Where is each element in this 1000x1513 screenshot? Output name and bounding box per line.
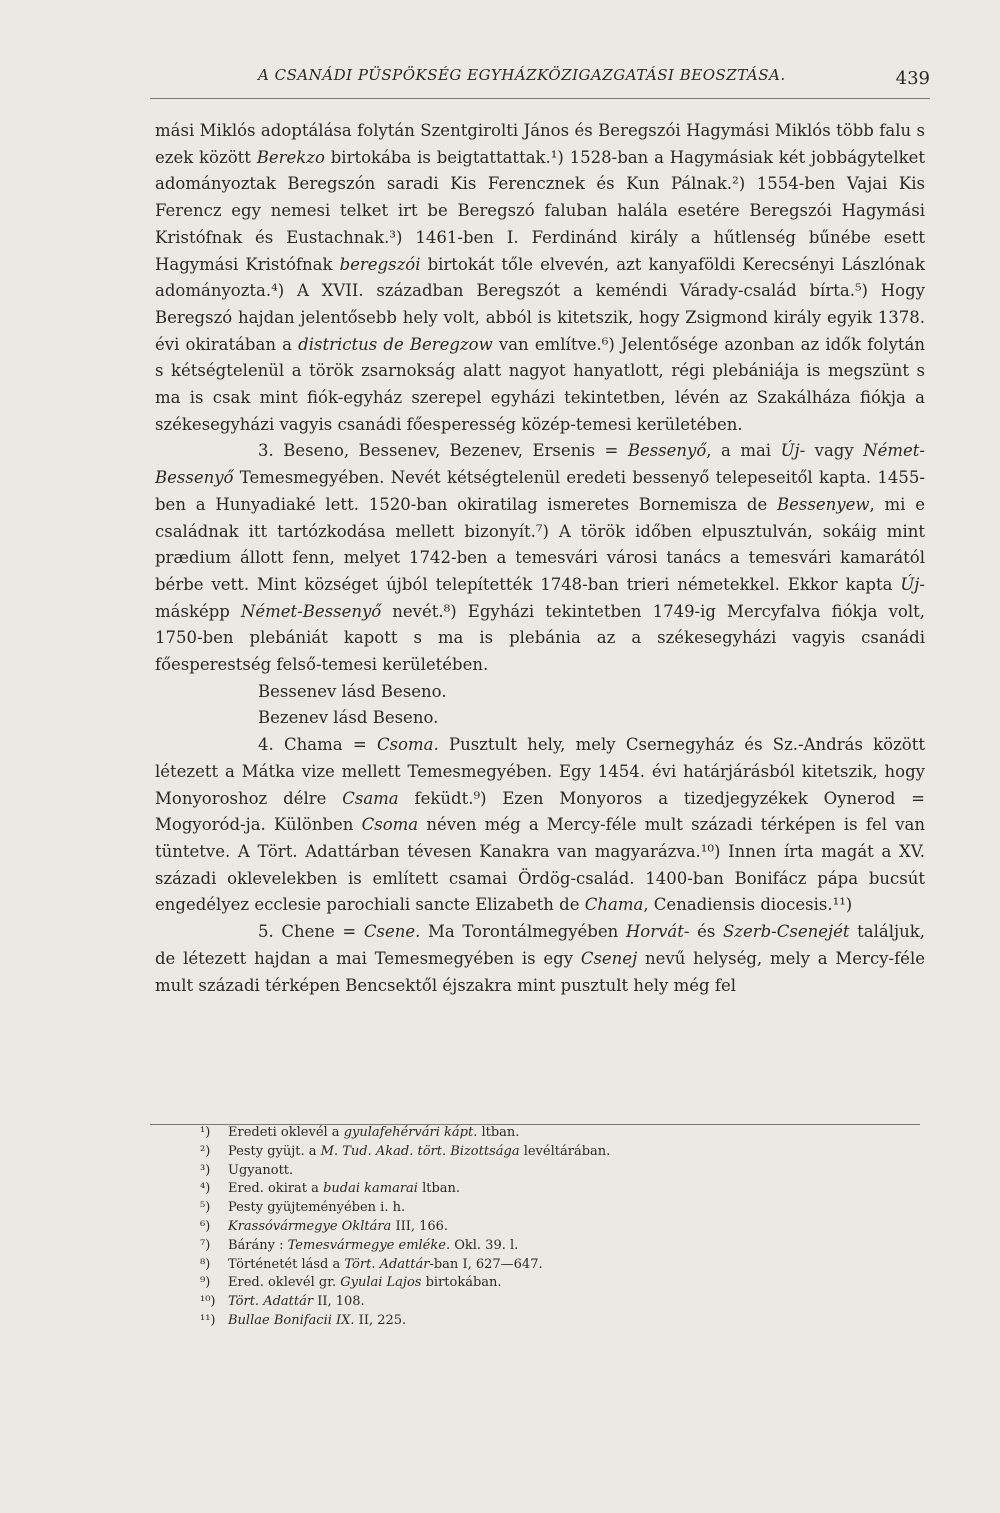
text-run: Temesmegyében. Nevét kétségtelenül eredeti bessenyő telepeseitől kapta. 1455-ben a Hunyadiaké lett. 1520-ban okiratilag ismeretes Bornemisza de: [155, 468, 925, 514]
italic-text-run: Csenej: [580, 948, 638, 968]
footnote: [200, 1124, 900, 1143]
text-run: nevű helység, mely a Mercy-féle mult századi térképen Bencsektől éjszakra mint pusztult hely még fel: [155, 948, 925, 995]
italic-text-run: Tört. Adattár: [228, 1294, 314, 1310]
paragraph: [155, 705, 925, 732]
text-run: Történetét lásd a: [228, 1256, 345, 1272]
text-run: , mi e családnak itt tartózkodása mellett bizonyít.⁷) A török időben elpusztulván, sokáig mint prædium állott fenn, melyet 1742-ben a temesvári városi tanács a temesvári kamarától bérbe vett. Mint községet újból telepítették 1748-ban trieri németekkel. Ekkor kapta: [155, 494, 925, 594]
italic-text-run: Csoma.: [376, 735, 439, 755]
footnote: [200, 1256, 900, 1275]
italic-text-run: Krassóvármegye Okltára: [228, 1218, 392, 1234]
italic-text-run: Horvát-: [625, 922, 690, 942]
text-run: másképp: [155, 601, 241, 621]
footnote-marker: ⁹): [200, 1275, 211, 1291]
running-title: A CSANÁDI PÜSPÖKSÉG EGYHÁZKÖZIGAZGATÁSI BEOSZTÁSA.: [258, 66, 786, 84]
text-run: 3. Beseno, Bessenev, Bezenev, Ersenis =: [258, 441, 628, 461]
italic-text-run: Szerb-Csenejét: [722, 922, 850, 942]
body-text: [155, 118, 925, 999]
footnote: [200, 1293, 900, 1312]
text-run: II, 225.: [354, 1312, 407, 1328]
text-run: Pesty gyüjt. a: [228, 1143, 321, 1159]
text-run: ltban.: [417, 1181, 461, 1197]
footnote-marker: ⁵): [200, 1200, 211, 1216]
text-run: Pusztult hely, mely Csernegyház és Sz.-András között létezett a Mátka vize mellett Temesmegyében. Egy 1454. évi határjárásból kitetszik, hogy Monyoroshoz délre: [155, 735, 925, 808]
footnote: [200, 1237, 900, 1256]
page-number: 439: [895, 68, 930, 89]
italic-text-run: Bullae Bonifacii IX.: [228, 1312, 355, 1328]
text-run: , Cenadiensis diocesis.¹¹): [643, 895, 853, 915]
text-run: Ered. okirat a: [228, 1181, 324, 1197]
text-run: levéltárában.: [519, 1143, 611, 1159]
italic-text-run: Csoma: [361, 815, 419, 835]
italic-text-run: M. Tud. Akad. tört. Bizottsága: [320, 1143, 520, 1159]
page-header: [150, 62, 930, 99]
footnote: [200, 1180, 900, 1199]
text-run: vagy: [805, 441, 864, 461]
text-run: feküdt.⁹) Ezen Monyoros a tizedjegyzékek Oynerod = Mogyoród-ja. Különben: [155, 788, 925, 835]
italic-text-run: Berekzo: [256, 147, 325, 167]
italic-text-run: Bessenyő: [627, 441, 707, 461]
italic-text-run: Bessenyew: [777, 494, 870, 514]
text-run: néven még a Mercy-féle mult századi térképen is fel van tüntetve. A Tört. Adattárban tévesen Kanakra van magyarázva.¹⁰) Innen írta magát a XV. századi oklevelekben is említett csamai Ördög-család. 1400-ban Bonifácz pápa bucsút engedélyez ecclesie parochiali sancte Elizabeth de: [155, 815, 926, 915]
text-run: ltban.: [477, 1125, 520, 1140]
footnote: [200, 1143, 900, 1162]
text-run: Ma Torontálmegyében: [420, 922, 626, 942]
footnote-marker: ³): [200, 1162, 211, 1178]
text-run: 5. Chene =: [258, 922, 364, 942]
italic-text-run: districtus de Beregzow: [298, 334, 493, 354]
footnote: [200, 1218, 900, 1237]
footnote-marker: ⁸): [200, 1256, 211, 1272]
paragraph: [155, 118, 925, 438]
footnote-marker: ⁴): [200, 1181, 211, 1197]
text-run: Eredeti oklevél a: [228, 1125, 344, 1140]
text-run: , a mai: [706, 441, 781, 461]
footnote: [200, 1162, 900, 1181]
italic-text-run: Csama: [342, 788, 399, 808]
text-run: Bessenev lásd Beseno.: [258, 681, 447, 701]
footnote-marker: ⁷): [200, 1237, 211, 1253]
text-run: -ban I, 627—647.: [429, 1256, 543, 1272]
text-run: 4. Chama =: [258, 735, 377, 755]
italic-text-run: Új-: [900, 574, 925, 594]
footnotes-list: [200, 1124, 900, 1331]
italic-text-run: Chama: [584, 895, 644, 915]
text-run: birtokába is beigtattattak.¹) 1528-ban a Hagymásiak két jobbágytelket adományoztak Beregszón saradi Kis Ferencznek és Kun Pálnak.²) 1554-ben Vajai Kis Ferencz egy nemesi telket irt be Beregszó faluban halála esetére Beregszói Hagymási Kristófnak és Eustachnak.³) 1461-ben I. Ferdinánd király a hűtlenség bűnébe esett Hagymási Kristófnak: [155, 147, 925, 274]
text-run: Bezenev lásd Beseno.: [258, 708, 439, 728]
footnote-marker: ¹¹): [200, 1312, 216, 1328]
text-run: birtokát tőle elvevén, azt kanyaföldi Kerecsényi Lászlónak adományozta.⁴) A XVII. században Beregszót a keméndi Várady-család bírta.⁵) Hogy Beregszó hajdan jelentősebb hely volt, abból is kitetszik, hogy Zsigmond király egyik 1378. évi okiratában a: [155, 254, 926, 354]
footnote: [200, 1274, 900, 1293]
italic-text-run: beregszói: [339, 254, 421, 274]
paragraph: [155, 438, 925, 678]
footnote-marker: ²): [200, 1143, 211, 1159]
text-run: mási Miklós adoptálása folytán Szentgirolti János és Beregszói Hagymási Miklós több falu s ezek között: [155, 121, 925, 167]
paragraph: [155, 679, 925, 706]
italic-text-run: budai kamarai: [323, 1181, 418, 1197]
footnote: [200, 1312, 900, 1331]
italic-text-run: Temesvármegye emléke.: [287, 1237, 451, 1253]
text-run: Pesty gyüjteményében i. h.: [228, 1200, 406, 1216]
italic-text-run: Német-Bessenyő: [240, 601, 382, 621]
text-run: Okl. 39. l.: [450, 1237, 519, 1253]
italic-text-run: Tört. Adattár: [344, 1256, 430, 1272]
text-run: és: [689, 922, 723, 942]
footnote-marker: ¹⁰): [200, 1294, 216, 1310]
text-run: Ered. oklevél gr.: [228, 1275, 341, 1291]
italic-text-run: Csene.: [363, 922, 421, 942]
italic-text-run: gyulafehérvári kápt.: [343, 1125, 478, 1140]
italic-text-run: Új-: [780, 441, 806, 461]
paragraph: [155, 732, 925, 919]
italic-text-run: Gyulai Lajos: [340, 1275, 422, 1291]
footnote-marker: ¹): [200, 1125, 211, 1140]
text-run: találjuk, de létezett hajdan a mai Temesmegyében is egy: [155, 922, 925, 968]
text-run: van említve.⁶) Jelentősége azonban az idők folytán s kétségtelenül a török zsarnokság alatt nagyot hanyatlott, régi plebániája is megszünt s ma is csak mint fiók-egyház szerepel egyházi tekintetben, lévén az Szakálháza fiókja a székesegyházi vagyis csanádi főesperesség közép-temesi kerületében.: [155, 334, 925, 434]
text-run: Ugyanott.: [228, 1162, 294, 1178]
text-run: Bárány :: [228, 1237, 288, 1253]
italic-text-run: Német-Bessenyő: [155, 441, 925, 488]
text-run: birtokában.: [421, 1275, 502, 1291]
text-run: III, 166.: [391, 1218, 449, 1234]
text-run: nevét.⁸) Egyházi tekintetben 1749-ig Mercyfalva fiókja volt, 1750-ben plebániát kapott s ma is plebánia az a székesegyházi vagyis csanádi főesperestség felső-temesi kerületében.: [155, 601, 925, 675]
footnote: [200, 1199, 900, 1218]
footnote-marker: ⁶): [200, 1218, 211, 1234]
text-run: II, 108.: [313, 1294, 365, 1310]
paragraph: [155, 919, 925, 999]
